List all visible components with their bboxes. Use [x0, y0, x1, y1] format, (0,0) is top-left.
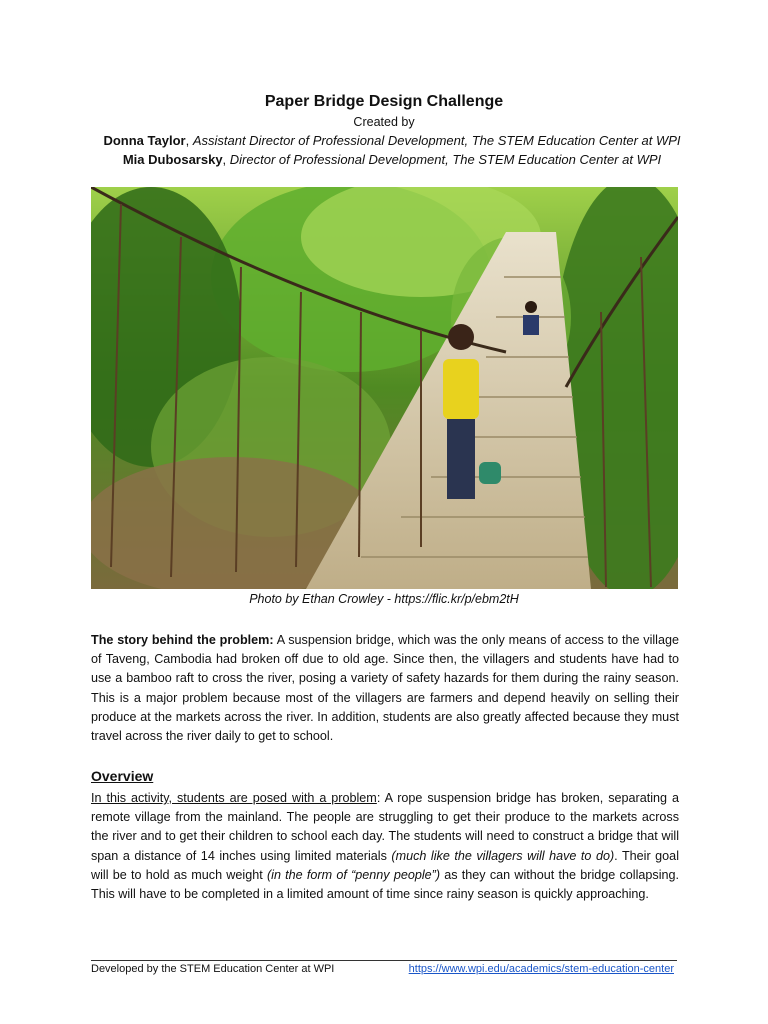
overview-italic: (much like the villagers will have to do) — [391, 848, 615, 863]
author-name: Mia Dubosarsky — [122, 152, 223, 167]
author-line-2: Mia Dubosarsky, Director of Professional Development, The STEM Education Center at WPI — [122, 152, 662, 167]
footer-link[interactable]: https://www.wpi.edu/academics/stem-education-center — [408, 963, 674, 975]
overview-lead: In this activity, students are posed with a problem — [91, 791, 377, 805]
photo-caption: Photo by Ethan Crowley - https://flic.kr/p/ebm2tH — [249, 592, 519, 606]
overview-text: : A rope suspension bridge has broken, separating a remote village from the mainland. The people are struggling to get their produce to the markets across the river and to get their children to school each day. The students will need to construct a bridge that will span a distance of 14 inches using limited materials — [91, 791, 679, 863]
author-role: Assistant Director of Professional Development, The STEM Education Center at WPI — [192, 133, 681, 148]
overview-text: . Their goal will be to hold as much weight — [91, 848, 679, 882]
story-lead: The story behind the problem: — [91, 633, 274, 647]
overview-paragraph — [91, 789, 679, 904]
author-line-1: Donna Taylor, Assistant Director of Professional Development, The STEM Education Center at WPI — [103, 133, 681, 148]
footer-divider — [91, 960, 677, 961]
story-body: A suspension bridge, which was the only means of access to the village of Taveng, Cambodia had broken off due to old age. Since then, the villagers and students have had to use a bamboo raft to cross the river, posing a variety of safety hazards for them during the rainy season. This is a major problem because most of the villagers are farmers and depend heavily on selling their produce at the markets across the river. In addition, students are also greatly affected because they must travel across the river daily to get to school. — [91, 633, 679, 744]
author-name: Donna Taylor — [103, 133, 186, 148]
story-paragraph — [91, 631, 679, 746]
document-title: Paper Bridge Design Challenge — [264, 93, 504, 110]
overview-text: as they can without the bridge collapsing. This will have to be completed in a limited amount of time since rainy season is quickly approaching. — [91, 867, 679, 902]
overview-italic: (in the form of “penny people”) — [266, 867, 441, 882]
footer-credit: Developed by the STEM Education Center at WPI — [91, 963, 335, 975]
overview-heading: Overview — [91, 768, 154, 784]
created-by-label: Created by — [353, 115, 415, 129]
author-role: Director of Professional Development, The STEM Education Center at WPI — [229, 152, 662, 167]
bridge-photo — [91, 187, 678, 589]
